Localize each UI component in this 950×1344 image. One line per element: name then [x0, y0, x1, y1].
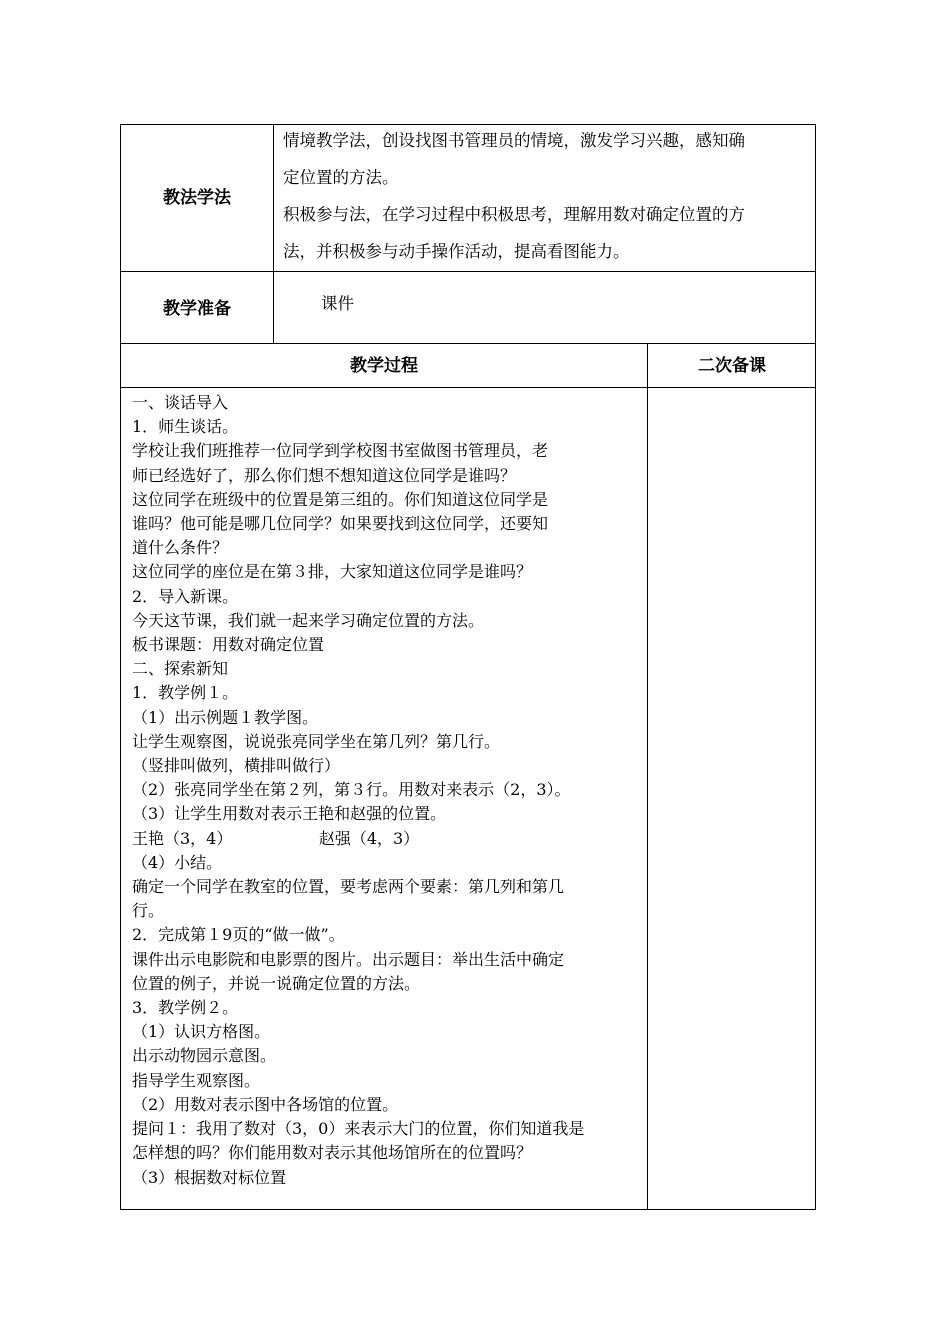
row-divider	[121, 387, 815, 388]
process-line: 今天这节课，我们就一起来学习确定位置的方法。	[132, 610, 485, 630]
process-line: 道什么条件？	[132, 538, 229, 558]
process-line: 这位同学的座位是在第３排，大家知道这位同学是谁吗？	[132, 562, 533, 582]
process-line: 一、谈话导入	[132, 393, 229, 412]
process-line: （竖排叫做列，横排叫做行）	[132, 756, 341, 776]
process-line: 这位同学在班级中的位置是第三组的。你们知道这位同学是	[132, 489, 549, 509]
column-divider	[273, 125, 274, 343]
prep-label: 教学准备	[163, 299, 231, 319]
lesson-info-table	[120, 124, 816, 344]
method-line: 积极参与法，在学习过程中积极思考，理解用数对确定位置的方	[283, 205, 745, 224]
process-line: （1）出示例题１教学图。	[132, 707, 319, 727]
prep-value: 课件	[321, 294, 354, 313]
process-line: 谁吗？他可能是哪几位同学？如果要找到这位同学，还要知	[132, 514, 549, 534]
process-line: （2）用数对表示图中各场馆的位置。	[132, 1094, 399, 1114]
process-line: 学校让我们班推荐一位同学到学校图书室做图书管理员，老	[132, 441, 549, 461]
process-line: 位置的例子，并说一说确定位置的方法。	[132, 973, 421, 993]
row-divider	[121, 271, 815, 272]
method-line: 法，并积极参与动手操作活动，提高看图能力。	[283, 242, 630, 261]
process-line: 1．师生谈话。	[132, 417, 239, 437]
method-line: 情境教学法，创设找图书管理员的情境，激发学习兴趣，感知确	[283, 131, 745, 150]
process-line: 2．完成第１9页的“做一做”。	[132, 925, 345, 945]
process-line: （3）让学生用数对表示王艳和赵强的位置。	[132, 804, 447, 824]
process-line: 二、探索新知	[132, 659, 229, 679]
process-line: 让学生观察图，说说张亮同学坐在第几列？第几行。	[132, 731, 501, 751]
process-line: （4）小结。	[132, 852, 223, 872]
process-line: 行。	[132, 901, 165, 921]
process-line: 怎样想的吗？你们能用数对表示其他场馆所在的位置吗？	[132, 1143, 533, 1163]
process-table	[120, 343, 816, 1210]
process-line: （2）张亮同学坐在第２列，第３行。用数对来表示（2，3）。	[132, 780, 571, 800]
process-line: 课件出示电影院和电影票的图片。出示题目：举出生活中确定	[132, 949, 565, 969]
method-content	[283, 122, 813, 270]
process-line: 3．教学例２。	[132, 998, 239, 1018]
process-line: 板书课题：用数对确定位置	[132, 635, 325, 655]
process-line: 提问１：我用了数对（3，0）来表示大门的位置，你们知道我是	[132, 1119, 585, 1139]
process-line: 出示动物园示意图。	[132, 1046, 277, 1066]
process-line: 指导学生观察图。	[132, 1070, 261, 1090]
process-line: 王艳（3，4） 赵强（4，3）	[132, 828, 420, 848]
process-line: （1）认识方格图。	[132, 1022, 271, 1042]
process-line: 1．教学例１。	[132, 683, 239, 703]
process-line: （3）根据数对标位置	[132, 1167, 287, 1187]
process-header: 教学过程	[350, 356, 418, 376]
revision-header: 二次备课	[698, 356, 766, 376]
process-content	[132, 391, 644, 1190]
process-line: 师已经选好了，那么你们想不想知道这位同学是谁吗？	[132, 465, 517, 485]
method-label: 教法学法	[163, 188, 231, 208]
column-divider	[647, 344, 648, 1209]
method-line: 定位置的方法。	[283, 168, 399, 187]
process-line: 确定一个同学在教室的位置，要考虑两个要素：第几列和第几	[132, 877, 565, 897]
process-line: 2．导入新课。	[132, 586, 239, 606]
